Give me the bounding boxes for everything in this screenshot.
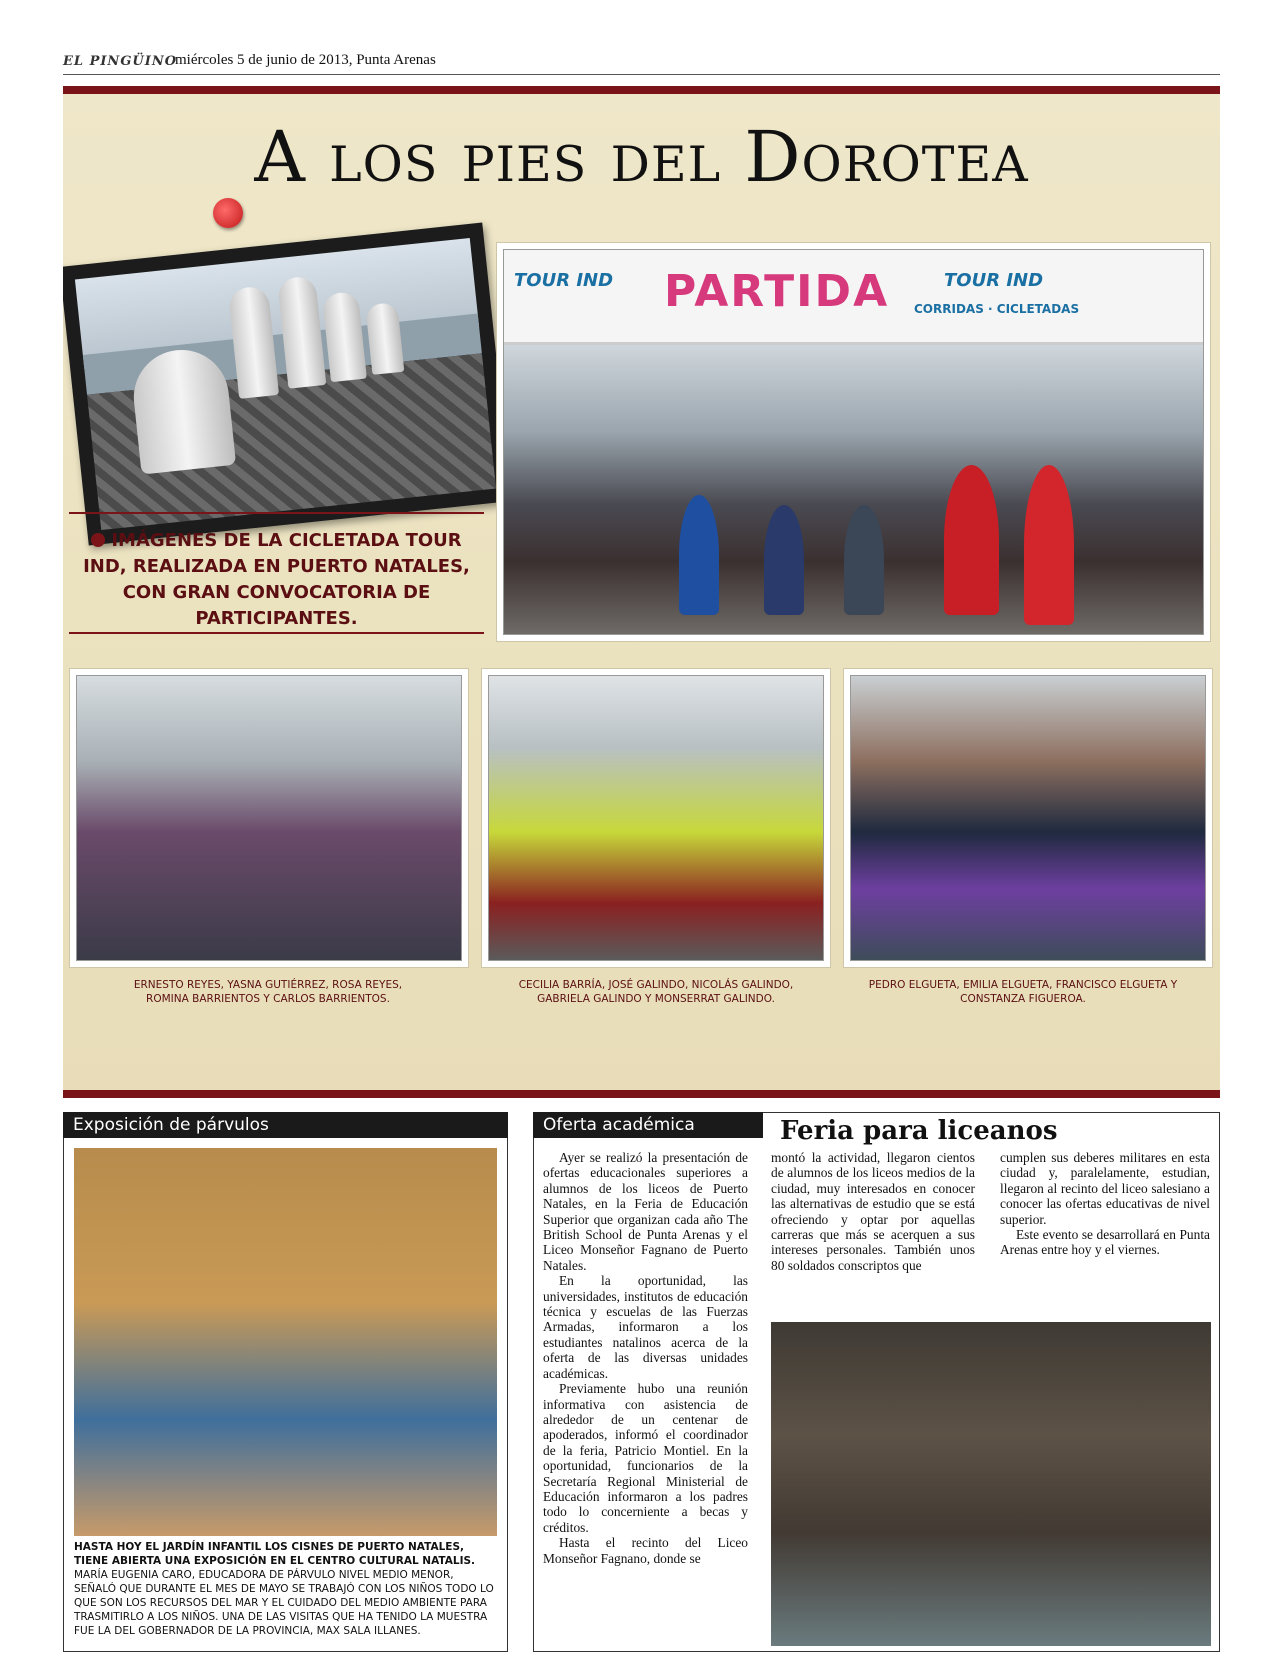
partida-photo [496, 242, 1211, 642]
crowd-scene [504, 345, 1203, 634]
family-photo-3-inner [850, 675, 1206, 961]
feature-panel [63, 86, 1220, 1098]
person [764, 505, 804, 615]
person [844, 505, 884, 615]
header-rule [63, 74, 1220, 75]
dateline: miércoles 5 de junio de 2013, Punta Arenas [175, 52, 436, 68]
parvulos-photo [74, 1148, 497, 1536]
photo-caption-3: PEDRO ELGUETA, EMILIA ELGUETA, FRANCISCO ELGUETA Y CONSTANZA FIGUEROA. [868, 979, 1178, 1005]
paragraph: Este evento se desarrollará en Punta Arenas entre hoy y el viernes. [1000, 1227, 1210, 1258]
banner-word: PARTIDA [664, 266, 890, 317]
section-bar-oferta: Oferta académica [533, 1112, 763, 1138]
photo-caption-2: CECILIA BARRÍA, JOSÉ GALINDO, NICOLÁS GALINDO, GABRIELA GALINDO Y MONSERRAT GALINDO. [518, 979, 794, 1005]
parvulos-caption-body: MARÍA EUGENIA CARO, EDUCADORA DE PÁRVULO NIVEL MEDIO MENOR, SEÑALÓ QUE DURANTE EL MES DE MAYO SE TRABAJÓ CON LOS NIÑOS TODO LO QUE SON LOS RECURSOS DEL MAR Y EL CUIDADO DEL MEDIO AMBIENTE PARA TRASMITIRLO A LOS NIÑOS. UNA DE LAS VISITAS QUE HA TENIDO LA MUESTRA FUE LA DEL GOBERNADOR DE LA PROVINCIA, MAX SALA ILLANES. [74, 1569, 494, 1637]
paragraph: Hasta el recinto del Liceo Monseñor Fagnano, donde se [543, 1535, 748, 1566]
banner-brand-left: TOUR IND [514, 270, 614, 291]
article-column-1 [543, 1150, 748, 1566]
feria-photo [771, 1322, 1211, 1646]
paragraph: cumplen sus deberes militares en esta ciudad y, paralelamente, estudian, llegaron al recinto del liceo salesiano a conocer las ofertas educativas de nivel superior. [1000, 1150, 1210, 1227]
family-photo-3 [843, 668, 1213, 968]
parvulos-caption-lead: HASTA HOY EL JARDÍN INFANTIL LOS CISNES DE PUERTO NATALES, TIENE ABIERTA UNA EXPOSICIÓN EN EL CENTRO CULTURAL NATALIS. [74, 1541, 476, 1567]
photo-caption-1: ERNESTO REYES, YASNA GUTIÉRREZ, ROSA REYES, ROMINA BARRIENTOS Y CARLOS BARRIENTOS. [133, 979, 403, 1005]
paragraph: En la oportunidad, las universidades, institutos de educación técnica y escuelas de las Fuerzas Armadas, informaron a los estudiantes natalinos acerca de la oferta de las diversas unidades académicas. [543, 1273, 748, 1381]
family-photo-2-inner [488, 675, 824, 961]
article-column-2 [771, 1150, 975, 1273]
banner-brand-right: TOUR IND [944, 270, 1044, 291]
monument-photo [63, 223, 511, 546]
paragraph: montó la actividad, llegaron cientos de alumnos de los liceos medios de la ciudad, muy interesados en conocer las alternativas de estudio que se está ofreciendo y optar por aquellas carreras que más se acerquen a sus intereses personales. También unos 80 soldados conscriptos que [771, 1150, 975, 1273]
partida-photo-inner [503, 249, 1204, 635]
main-caption-text: IMÁGENES DE LA CICLETADA TOUR IND, REALIZADA EN PUERTO NATALES, CON GRAN CONVOCATORIA DE PARTICIPANTES. [83, 530, 470, 629]
family-photo-1-inner [76, 675, 462, 961]
parvulos-caption [74, 1540, 497, 1638]
feature-headline: A los pies del Dorotea [254, 116, 1029, 198]
person [1024, 465, 1074, 625]
paragraph: Ayer se realizó la presentación de ofertas educacionales superiores a alumnos de los liceos de Puerto Natales, en la Feria de Educación Superior que organizan cada año The British School de Punta Arenas y el Liceo Monseñor Fagnano de Puerto Natales. [543, 1150, 748, 1273]
family-photo-1 [69, 668, 469, 968]
person [944, 465, 999, 615]
section-bar-parvulos: Exposición de párvulos [63, 1112, 508, 1138]
bullet-icon [91, 533, 105, 547]
family-photo-2 [481, 668, 831, 968]
start-banner [504, 250, 1203, 345]
oferta-title: Feria para liceanos [780, 1116, 1058, 1146]
article-column-3 [1000, 1150, 1210, 1258]
paragraph: Previamente hubo una reunión informativa con asistencia de alrededor de un centenar de apoderados, informó el coordinador de la feria, Patricio Montiel. En la oportunidad, funcionarios de la Secretaría Regional Ministerial de Educación informaron a los padres todo lo concerniente a becas y créditos. [543, 1381, 748, 1535]
newspaper-logo: EL PINGÜINO [63, 54, 178, 69]
banner-sub: CORRIDAS · CICLETADAS [914, 302, 1080, 316]
pushpin-icon [213, 198, 243, 228]
person [679, 495, 719, 615]
main-photo-caption [69, 512, 484, 634]
masthead [63, 52, 1220, 76]
